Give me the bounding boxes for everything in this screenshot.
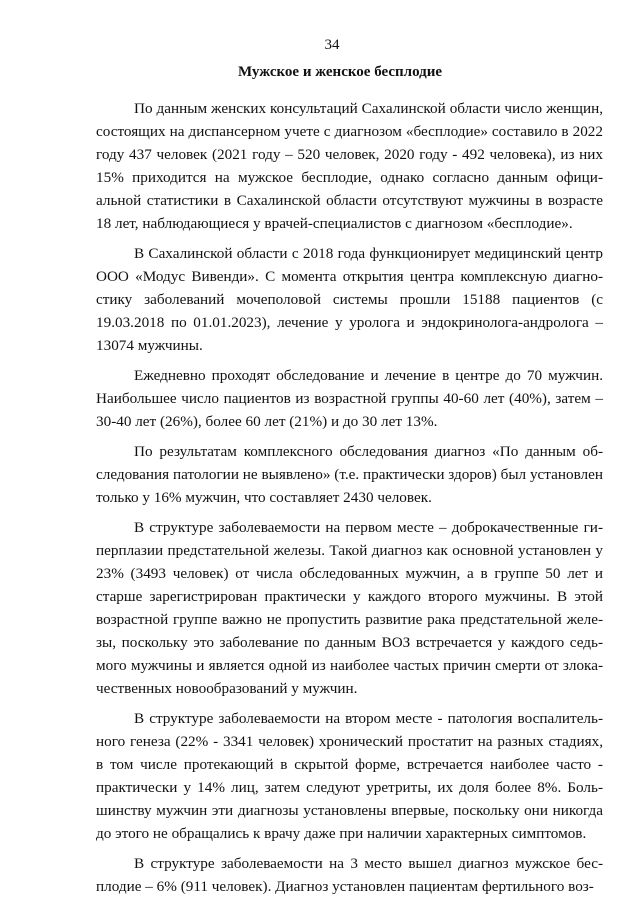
paragraph-third-place: В структуре заболеваемости на 3 место вышел диагноз мужское бесплодие – 6% (911 человек). Диагноз установлен пациентам фертильного воз- [96, 855, 603, 895]
paragraph-daily-patients: Ежедневно проходят обследование и лечение в центре до 70 мужчин. Наибольшее число пациентов из возрастной группы 40-60 лет (40%), затем – 30-40 лет (26%), более 60 лет (21%) и до 30 лет 13%. [96, 367, 603, 430]
body-text [96, 97, 603, 905]
paragraph-infertility-stats: По данным женских консультаций Сахалинской области число женщин, состоящих на диспансерном учете с диагнозом «бесплодие» составило в 2022 году 437 человек (2021 году – 520 человек, 2020 году - 492 человека), из них 15% приходится на мужское бесплодие, однако согласно данным официальной статистики в Сахалинской области отсутствуют мужчины в возрасте 18 лет, наблюдающиеся у врачей-специалистов с диагнозом «бесплодие». [96, 100, 603, 232]
page-number: 34 [324, 37, 340, 53]
paragraph-healthy-share: По результатам комплексного обследования диагноз «По данным обследования патологии не выявлено» (т.е. практически здоров) был установлен только у 16% мужчин, что составляет 2430 человек. [96, 443, 603, 506]
paragraph-first-place: В структуре заболеваемости на первом месте – доброкачественные гиперплазии предстательной железы. Такой диагноз как основной установлен у 23% (3493 человек) от числа обследованных мужчин, а в группе 50 лет и старше зарегистрирован практически у каждого второго мужчины. В этой возрастной группе важно не пропустить развитие рака предстательной железы, поскольку это заболевание по данным ВОЗ встречается у каждого седьмого мужчины и является одной из наиболее частых причин смерти от злокачественных новообразований у мужчин. [96, 519, 603, 697]
paragraph-medical-center: В Сахалинской области с 2018 года функционирует медицинский центр ООО «Модус Вивенди». С момента открытия центра комплексную диагностику заболеваний мочеполовой системы прошли 15188 пациентов (с 19.03.2018 по 01.01.2023), лечение у уролога и эндокринолога-андролога – 13074 мужчины. [96, 245, 603, 354]
section-title: Мужское и женское бесплодие [237, 64, 443, 80]
paragraph-second-place: В структуре заболеваемости на втором месте - патология воспалительного генеза (22% - 3341 человек) хронический простатит на разных стадиях, в том числе протекающий в скрытой форме, встречается наиболее часто - практически у 14% лиц, затем следуют уретриты, их доля более 8%. Большинству мужчин эти диагнозы установлены впервые, поскольку они никогда до этого не обращались к врачу даже при наличии характерных симптомов. [96, 710, 603, 842]
